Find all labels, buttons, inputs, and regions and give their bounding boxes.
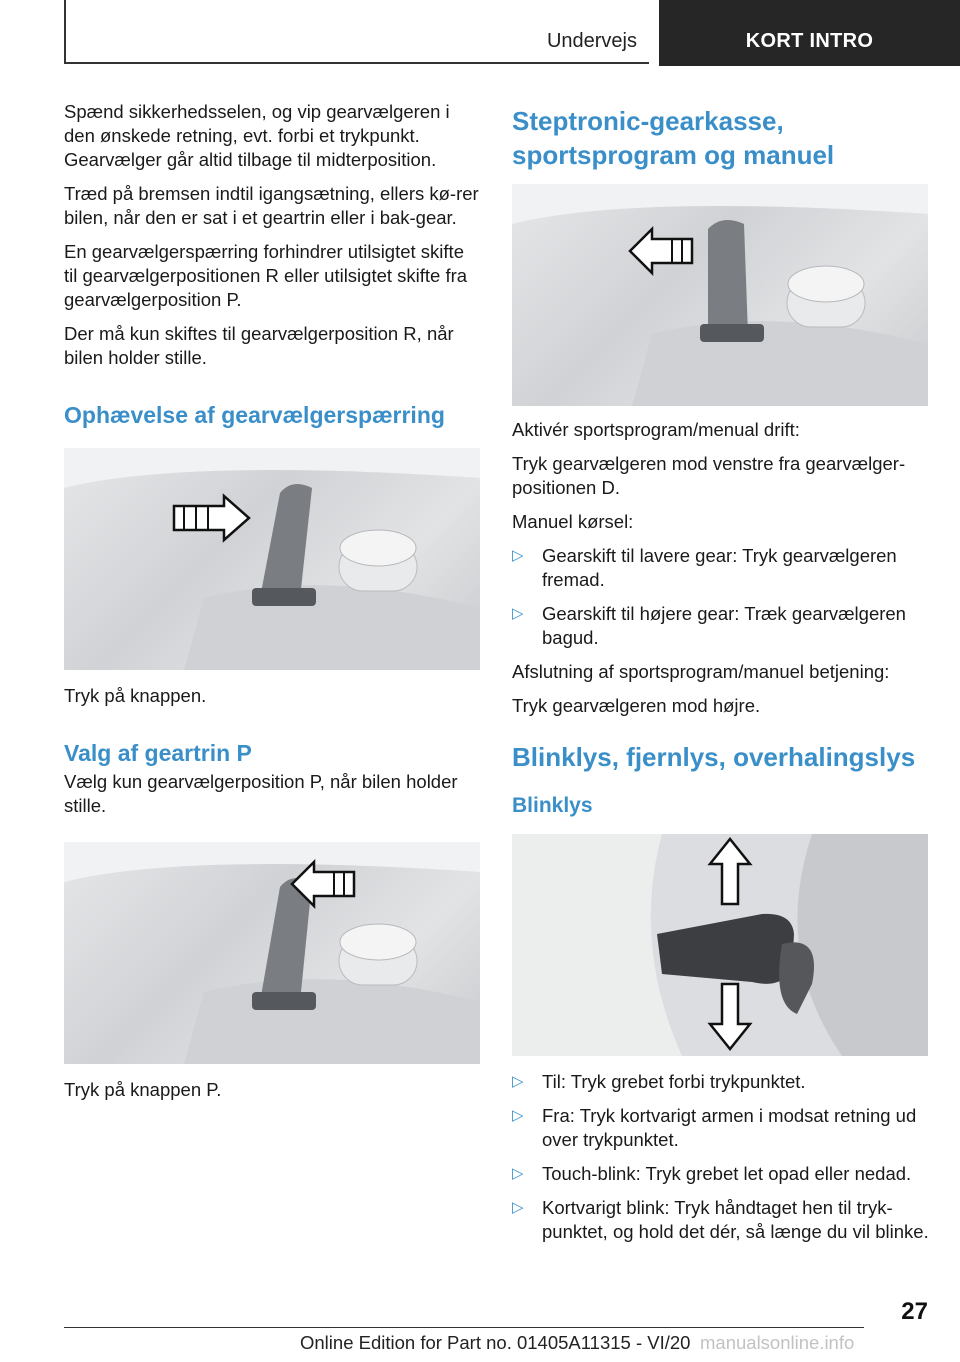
list-item: ▷ Touch-blink: Tryk grebet let opad eller nedad. — [512, 1163, 912, 1184]
triangle-right-icon: ▷ — [512, 547, 524, 564]
heading-lights: Blinklys, fjernlys, overhalingslys — [512, 742, 916, 772]
paragraph-belt: Spænd sikkerhedsselen, og vip gearvælgeren i den ønskede retning, evt. forbi et trykpunkt. Gearvælger går altid tilbage til midterposition. — [64, 101, 450, 170]
left-column — [64, 100, 482, 1112]
paragraph-brake: Træd på bremsen indtil igangsætning, ellers kø-rer bilen, når den er sat i et geartrin eller i bak-gear. — [64, 183, 479, 228]
indicator-stalk-illustration — [512, 834, 928, 1056]
section-tab-label: KORT INTRO — [745, 30, 874, 52]
triangle-right-icon: ▷ — [512, 605, 524, 622]
header-subsection: Undervejs — [546, 30, 637, 52]
paragraph-push-left: Tryk gearvælgeren mod venstre fra gearvælger-positionen D. — [512, 453, 906, 498]
list-item: ▷ Fra: Tryk kortvarigt armen i modsat retning ud over trykpunktet. — [512, 1105, 917, 1150]
footer-watermark: manualsonline.info — [700, 1332, 855, 1353]
list-item: ▷ Gearskift til lavere gear: Tryk gearvælgeren fremad. — [512, 545, 897, 590]
triangle-right-icon: ▷ — [512, 1199, 524, 1216]
paragraph-push-right: Tryk gearvælgeren mod højre. — [512, 695, 761, 716]
park-button-illustration — [64, 842, 480, 1064]
manual-shift-list — [512, 544, 930, 650]
triangle-right-icon: ▷ — [512, 1073, 524, 1090]
paragraph-end-sport: Afslutning af sportsprogram/manuel betjening: — [512, 661, 890, 682]
paragraph-reverse: Der må kun skiftes til gearvælgerposition R, når bilen holder stille. — [64, 323, 454, 368]
caption-press-park: Tryk på knappen P. — [64, 1079, 222, 1100]
right-column — [512, 100, 930, 1254]
header-frame — [64, 0, 649, 64]
paragraph-manual: Manuel kørsel: — [512, 511, 634, 532]
heading-park: Valg af geartrin P — [64, 740, 252, 766]
steptronic-selector-illustration — [512, 184, 928, 406]
page-number: 27 — [901, 1298, 928, 1325]
paragraph-park: Vælg kun gearvælgerposition P, når bilen holder stille. — [64, 771, 458, 816]
triangle-right-icon: ▷ — [512, 1107, 524, 1124]
indicator-list — [512, 1070, 930, 1244]
footer-divider — [64, 1327, 864, 1328]
heading-release-lock: Ophævelse af gearvælgerspærring — [64, 402, 445, 428]
list-item: ▷ Kortvarigt blink: Tryk håndtaget hen til tryk-punktet, og hold det dér, så længe du vil blinke. — [512, 1197, 929, 1242]
list-item: ▷ Gearskift til højere gear: Træk gearvælgeren bagud. — [512, 603, 906, 648]
caption-press-button: Tryk på knappen. — [64, 685, 207, 706]
heading-indicator: Blinklys — [512, 794, 593, 817]
list-item: ▷ Til: Tryk grebet forbi trykpunktet. — [512, 1071, 806, 1092]
paragraph-activate: Aktivér sportsprogram/menual drift: — [512, 419, 800, 440]
gear-selector-button-illustration — [64, 448, 480, 670]
footer-edition: Online Edition for Part no. 01405A11315 - VI/20 — [300, 1332, 691, 1353]
heading-steptronic: Steptronic-gearkasse, sportsprogram og manuel — [512, 106, 835, 170]
section-tab[interactable] — [659, 0, 960, 66]
paragraph-lock: En gearvælgerspærring forhindrer utilsigtet skifte til gearvælgerpositionen R eller utilsigtet skifte fra gearvælgerposition P. — [64, 241, 468, 310]
triangle-right-icon: ▷ — [512, 1165, 524, 1182]
